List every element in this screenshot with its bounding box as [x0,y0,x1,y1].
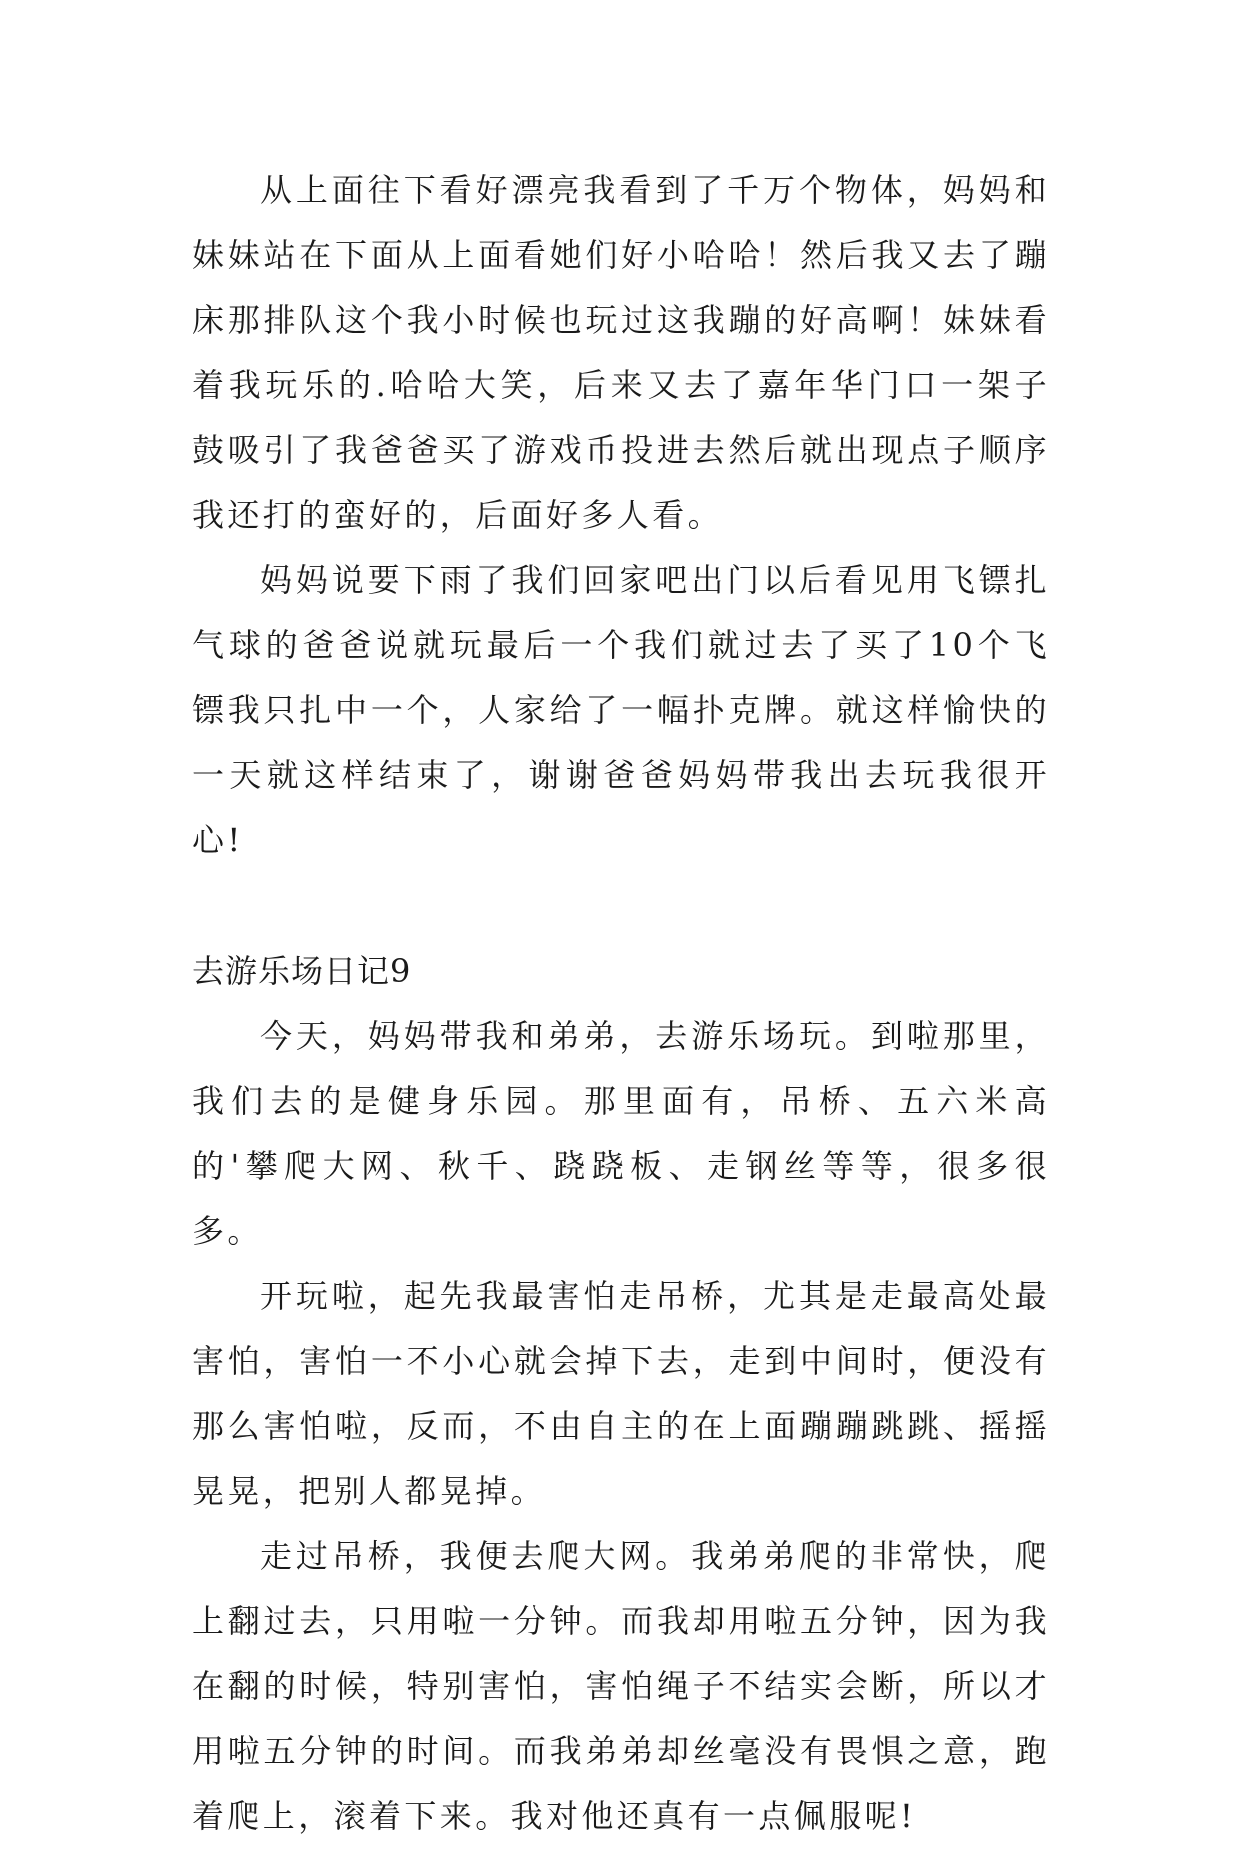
paragraph: 从上面往下看好漂亮我看到了千万个物体，妈妈和妹妹站在下面从上面看她们好小哈哈！然后我又去了蹦床那排队这个我小时候也玩过这我蹦的好高啊！妹妹看着我玩乐的.哈哈大笑，后来又去了嘉年华门口一架子鼓吸引了我爸爸买了游戏币投进去然后就出现点子顺序我还打的蛮好的，后面好多人看。 [192,171,1050,534]
section-title: 去游乐场日记9 [192,952,412,990]
paragraph: 走过吊桥，我便去爬大网。我弟弟爬的非常快，爬上翻过去，只用啦一分钟。而我却用啦五分钟，因为我在翻的时候，特别害怕，害怕绳子不结实会断，所以才用啦五分钟的时间。而我弟弟却丝毫没有畏惧之意，跑着爬上，滚着下来。我对他还真有一点佩服呢! [192,1537,1050,1835]
document-page [192,158,1050,1849]
paragraph: 开玩啦，起先我最害怕走吊桥，尤其是走最高处最害怕，害怕一不小心就会掉下去，走到中间时，便没有那么害怕啦，反而，不由自主的在上面蹦蹦跳跳、摇摇晃晃，把别人都晃掉。 [192,1277,1050,1510]
paragraph: 妈妈说要下雨了我们回家吧出门以后看见用飞镖扎气球的爸爸说就玩最后一个我们就过去了买了10个飞镖我只扎中一个，人家给了一幅扑克牌。就这样愉快的一天就这样结束了，谢谢爸爸妈妈带我出去玩我很开心! [192,561,1050,859]
paragraph: 今天，妈妈带我和弟弟，去游乐场玩。到啦那里，我们去的是健身乐园。那里面有，吊桥、五六米高的'攀爬大网、秋千、跷跷板、走钢丝等等，很多很多。 [192,1017,1050,1250]
